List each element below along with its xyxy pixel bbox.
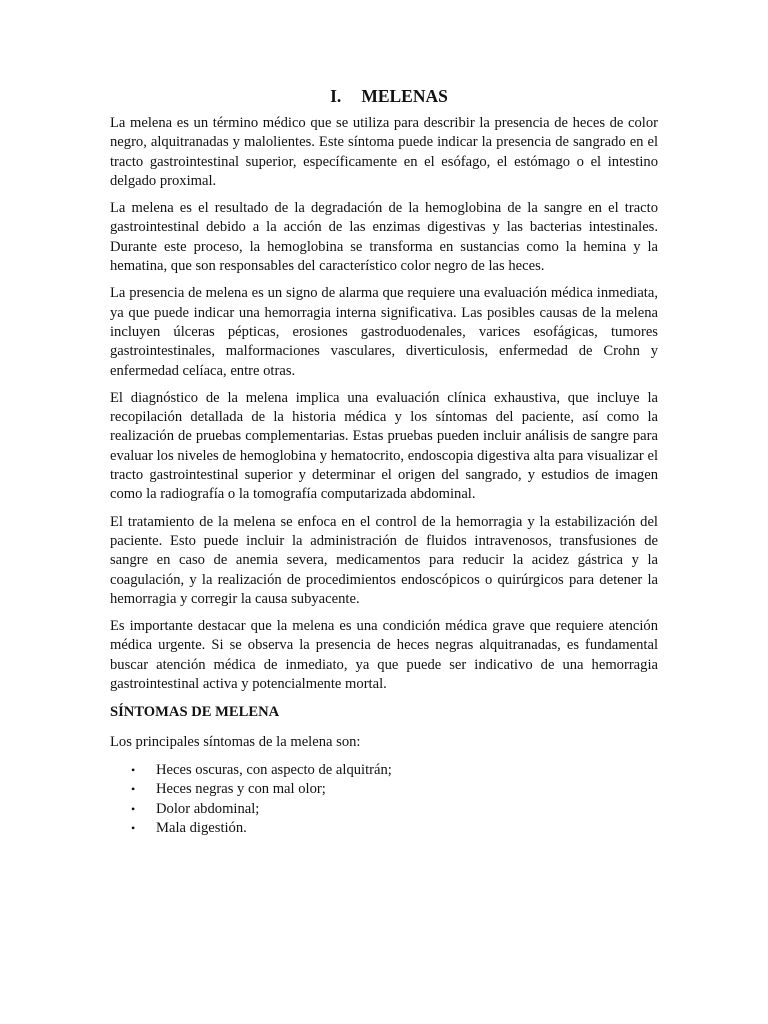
symptoms-heading: SÍNTOMAS DE MELENA [110, 704, 280, 721]
list-item-text: Heces negras y con mal olor; [156, 781, 326, 798]
paragraph-alarm-sign: La presencia de melena es un signo de alarma que requiere una evaluación médica inmediata, ya que puede indicar una hemorragia interna significativa. Las posibles causas de la melena incluyen úlceras pépticas, erosiones gastroduodenales, varices esofágicas, tumores gastrointestinales, malformaciones vasculares, diverticulosis, enfermedad de Crohn y enfermedad celíaca, entre otras. [110, 285, 658, 379]
bullet-icon: • [131, 801, 136, 816]
list-item [110, 780, 658, 799]
list-item-text: Mala digestión. [156, 819, 247, 836]
paragraph-cause: La melena es el resultado de la degradación de la hemoglobina de la sangre en el tracto gastrointestinal debido a la acción de las enzimas digestivas y las bacterias intestinales. Durante este proceso, la hemoglobina se transforma en sustancias como la hemina y la hematina, que son responsables del característico color negro de las heces. [110, 200, 658, 275]
bullet-icon: • [131, 782, 136, 797]
list-item-text: Heces oscuras, con aspecto de alquitrán; [156, 761, 392, 778]
section-number: I. [330, 86, 342, 106]
symptoms-list [110, 761, 658, 838]
list-item [110, 819, 658, 838]
document-page [110, 85, 658, 838]
symptoms-intro: Los principales síntomas de la melena son: [110, 733, 361, 750]
bullet-icon: • [131, 762, 136, 777]
section-title-text: MELENAS [361, 86, 448, 106]
paragraph-definition: La melena es un término médico que se utiliza para describir la presencia de heces de color negro, alquitranadas y malolientes. Este síntoma puede indicar la presencia de sangrado en el tracto gastrointestinal superior, específicamente en el esófago, el estómago o el intestino delgado proximal. [110, 115, 658, 189]
bullet-icon: • [131, 820, 136, 835]
list-item-text: Dolor abdominal; [156, 800, 260, 817]
paragraph-diagnosis: El diagnóstico de la melena implica una evaluación clínica exhaustiva, que incluye la recopilación detallada de la historia médica y los síntomas del paciente, así como la realización de pruebas complementarias. Estas pruebas pueden incluir análisis de sangre para evaluar los niveles de hemoglobina y hematocrito, endoscopia digestiva alta para visualizar el tracto gastrointestinal superior y determinar el origen del sangrado, y estudios de imagen como la radiografía o la tomografía computarizada abdominal. [110, 389, 658, 503]
paragraph-treatment: El tratamiento de la melena se enfoca en el control de la hemorragia y la estabilización del paciente. Esto puede incluir la administración de fluidos intravenosos, transfusiones de sangre en caso de anemia severa, medicamentos para reducir la acidez gástrica y la coagulación, y la realización de procedimientos endoscópicos o quirúrgicos para detener la hemorragia y corregir la causa subyacente. [110, 513, 658, 607]
paragraph-importance: Es importante destacar que la melena es una condición médica grave que requiere atención médica urgente. Si se observa la presencia de heces negras alquitranadas, es fundamental buscar atención médica de inmediato, ya que puede ser indicativo de una hemorragia gastrointestinal activa y potencialmente mortal. [110, 618, 658, 693]
list-item [110, 800, 658, 819]
section-title [110, 85, 658, 107]
list-item [110, 761, 658, 780]
